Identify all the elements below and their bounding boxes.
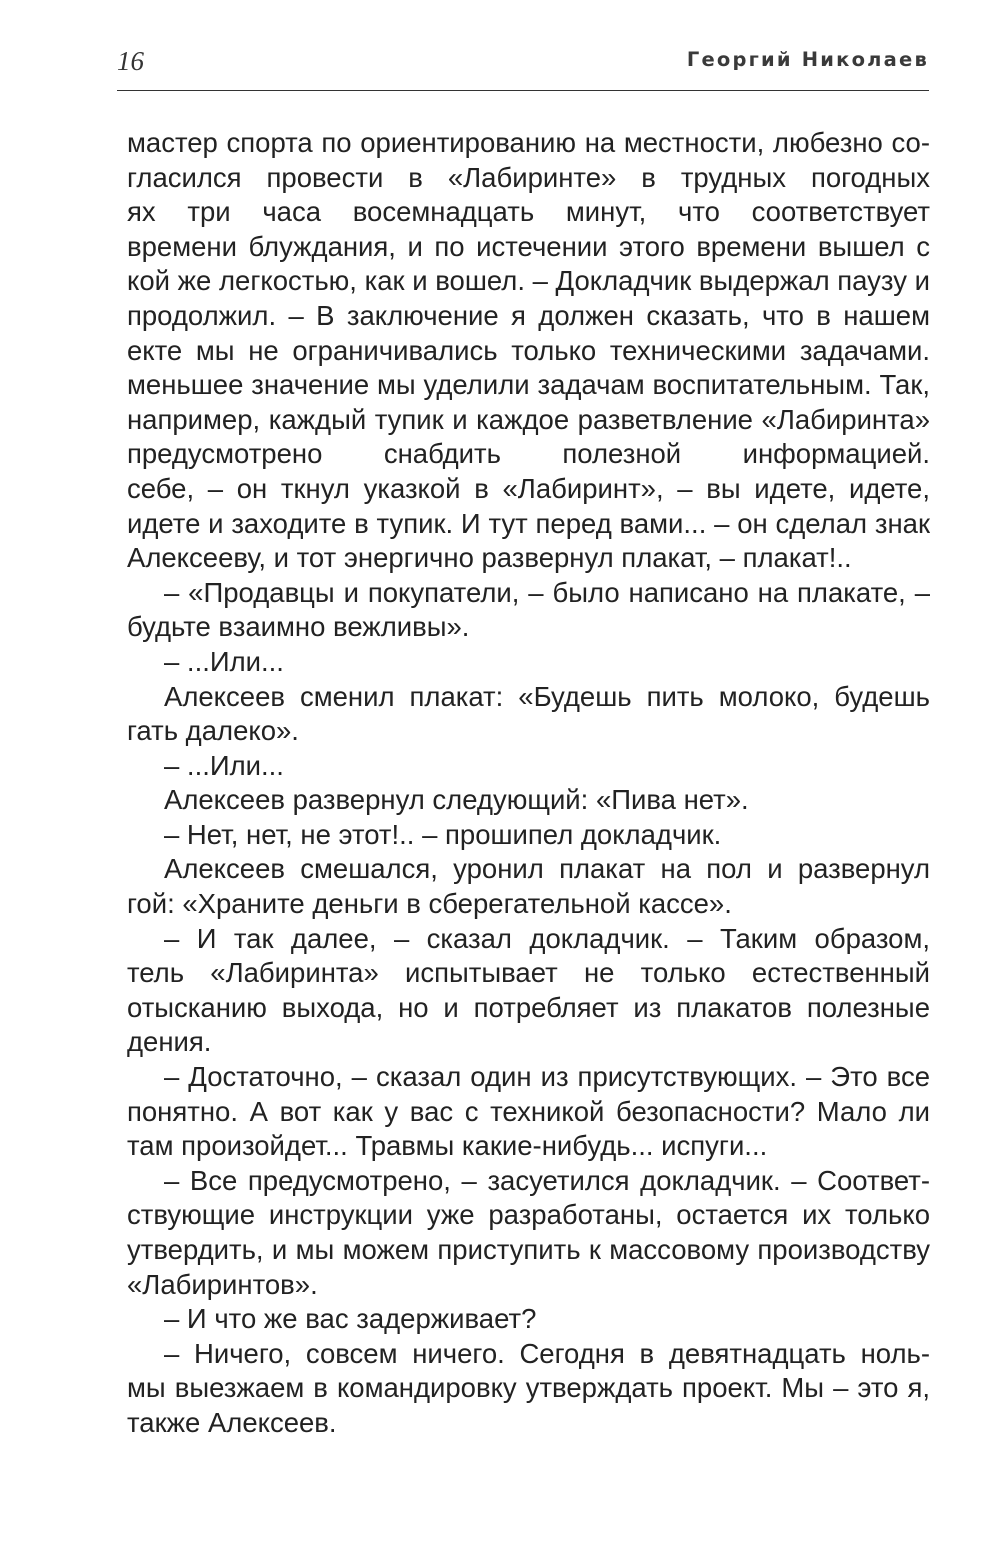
text-line: себе, – он ткнул указкой в «Лабиринт», – вы идете, идете, [127,472,930,504]
text-line: ствующие инструкции уже разработаны, остается их только [127,1199,930,1231]
text-line: гой: «Храните деньги в сберегательной кассе». [127,888,732,920]
text-line: – ...Или... [164,645,284,677]
text-line: Алексеев развернул следующий: «Пива нет». [164,784,749,816]
text-line: понятно. А вот как у вас с техникой безопасности? Мало ли [127,1095,930,1127]
text-line: кой же легкостью, как и вошел. – Докладчик выдержал паузу и [127,265,930,297]
text-line: утвердить, и мы можем приступить к массовому производству [127,1234,930,1265]
text-line: Алексеев сменил плакат: «Будешь пить молоко, будешь [164,680,930,712]
text-line: отысканию выхода, но и потребляет из плакатов полезные [127,991,930,1023]
text-line: – Ничего, совсем ничего. Сегодня в девятнадцать ноль- [164,1337,930,1369]
text-line: «Лабиринтов». [127,1268,318,1300]
text-line: дения. [127,1026,212,1058]
text-line: например, каждый тупик и каждое разветвление «Лабиринта» [127,403,930,435]
text-line: гласился провести в «Лабиринте» в трудных погодных [127,161,930,193]
text-line: предусмотрено снабдить полезной информацией. [127,438,930,470]
text-line: будьте взаимно вежливы». [127,611,470,643]
text-line: – Нет, нет, не этот!.. – прошипел докладчик. [164,818,722,850]
text-line: Алексееву, и тот энергично развернул плакат, – плакат!.. [127,542,852,574]
text-line: ях три часа восемнадцать минут, что соответствует [127,196,930,228]
text-line: тель «Лабиринта» испытывает не только естественный [127,957,930,989]
text-line: Алексеев смешался, уронил плакат на пол и развернул [164,853,930,885]
text-line: – ...Или... [164,749,284,781]
text-line: также Алексеев. [127,1406,337,1438]
text-line: там произойдет... Травмы какие-нибудь... испуги... [127,1130,768,1162]
body-text [127,126,930,1441]
text-line: мы выезжаем в командировку утверждать проект. Мы – это я, [127,1372,930,1404]
text-line: – Все предусмотрено, – засуетился докладчик. – Соответ- [164,1164,930,1196]
text-line: – И что же вас задерживает? [164,1303,537,1335]
text-line: – «Продавцы и покупатели, – было написано на плакате, – [164,576,930,608]
text-line: гать далеко». [127,715,299,747]
text-line: екте мы не ограничивались только техническими задачами. [127,334,930,366]
text-line: времени блуждания, и по истечении этого времени вышел с [127,230,930,262]
text-line: – И так далее, – сказал докладчик. – Таким образом, [164,922,930,954]
page-header [117,42,929,91]
text-line: мастер спорта по ориентированию на местности, любезно со- [127,127,930,158]
text-line: меньшее значение мы уделили задачам воспитательным. Так, [127,369,930,401]
text-line: – Достаточно, – сказал один из присутствующих. – Это все [164,1061,930,1093]
page-number: 16 [117,46,144,76]
running-head-author: Георгий Николаев [686,48,929,71]
text-line: идете и заходите в тупик. И тут перед вами... – он сделал знак [127,507,930,539]
text-line: продолжил. – В заключение я должен сказать, что в нашем [127,299,930,331]
